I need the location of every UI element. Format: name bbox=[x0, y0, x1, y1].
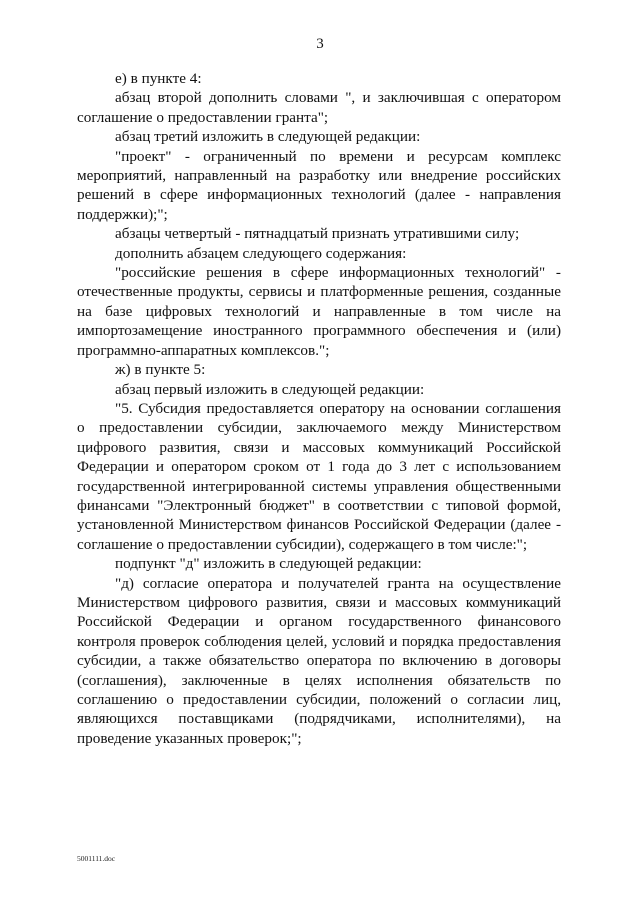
footer-filename: 5001111.doc bbox=[77, 854, 116, 863]
paragraph: абзац второй дополнить словами ", и заключившая с оператором соглашение о предоставлении гранта"; bbox=[77, 89, 561, 126]
paragraph: "российские решения в сфере информационных технологий" - отечественные продукты, сервисы и платформенные решения, созданные на базе цифровых технологий и направленные в том числе на импортозамещение иностранного программного обеспечения и (или) программно-аппаратных комплексов."; bbox=[77, 264, 561, 359]
paragraph: дополнить абзацем следующего содержания: bbox=[115, 244, 407, 262]
paragraph: "д) согласие оператора и получателей гранта на осуществление Министерством цифрового развития, связи и массовых коммуникаций Российской Федерации и органом государственного финансового контроля проверок соблюдения целей, условий и порядка предоставления субсидии, а также обязательство оператора по включению в договоры (соглашения), заключенные в целях исполнения обязательств по соглашению о предоставлении субсидии, положений о согласии лиц, являющихся поставщиками (подрядчиками, исполнителями), на проведение указанных проверок;"; bbox=[77, 574, 561, 747]
paragraph: абзац третий изложить в следующей редакции: bbox=[115, 128, 421, 146]
document-body bbox=[77, 69, 561, 748]
paragraph: ж) в пункте 5: bbox=[115, 361, 206, 379]
paragraph: е) в пункте 4: bbox=[115, 70, 202, 87]
paragraph: подпункт "д" изложить в следующей редакции: bbox=[115, 555, 422, 573]
paragraph: абзацы четвертый - пятнадцатый признать утратившими силу; bbox=[115, 225, 520, 243]
paragraph: "5. Субсидия предоставляется оператору на основании соглашения о предоставлении субсидии, заключаемого между Министерством цифрового развития, связи и массовых коммуникаций Российской Федерации и оператором сроком от 1 года до 3 лет с использованием государственной интегрированной системы управления общественными финансами "Электронный бюджет" в соответствии с типовой формой, установленной Министерством финансов Российской Федерации (далее - соглашение о предоставлении субсидии), содержащего в том числе:"; bbox=[77, 399, 561, 553]
paragraph: абзац первый изложить в следующей редакции: bbox=[115, 380, 425, 398]
page-number: 3 bbox=[316, 36, 324, 52]
paragraph: "проект" - ограниченный по времени и ресурсам комплекс мероприятий, направленный на разработку или внедрение российских решений в сфере информационных технологий (далее - направления поддержки);"; bbox=[77, 147, 561, 223]
